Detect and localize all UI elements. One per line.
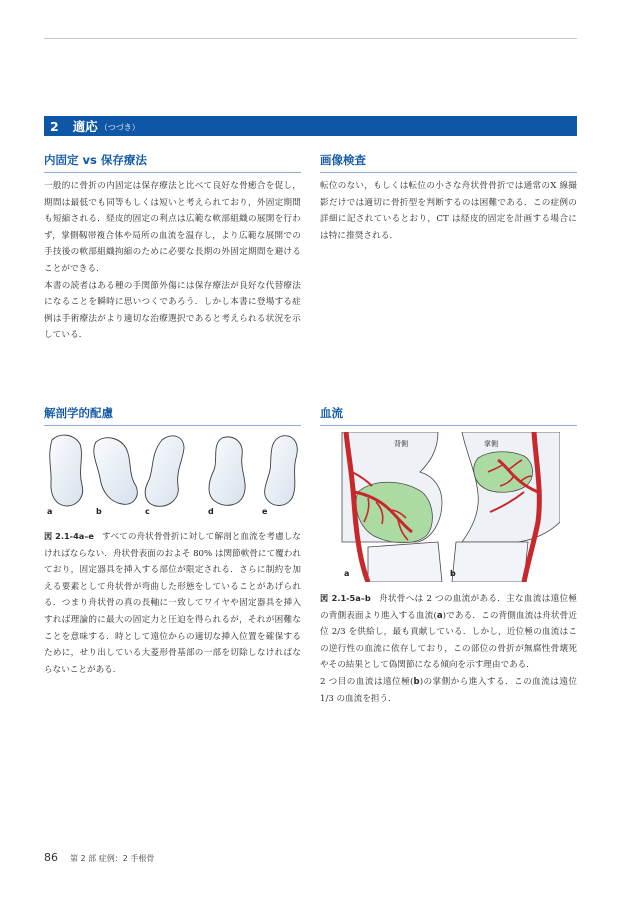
paragraph: 一般的に骨折の内固定は保存療法と比べて良好な骨癒合を促し，期間は最低でも同等もしくは短いと考えられており，外固定期間も短縮される．経皮的固定の利点は広範な軟部組織の展開を行わず，掌側靱帯複合体や局所の血流を温存し，より広範な展開での手技後の軟部組織拘縮のために必要な長期の外固定期間を避けることができる． [44,181,301,274]
heading-anatomy: 解剖学的配慮 [44,405,301,426]
figure-label-b: b [96,507,102,516]
top-rule [44,38,577,39]
footer [44,851,154,864]
scaphoid-anatomy-figure [44,430,301,520]
scaphoid-view-a [50,435,83,506]
section-number: 2 [50,118,59,134]
figure-number: 図 2.1-5a–b [320,593,371,603]
view-label-volar: 掌側 [484,440,498,448]
panel-dorsal [342,432,442,582]
paragraph: 本書の読者はある種の手関節外傷には保存療法が良好な代替療法になることを瞬時に思いつくであろう．しかし本書に登場する症例は手術療法がより適切な治療選択であると考えられる状況を示している． [44,280,301,341]
figure-label-b: b [450,569,456,578]
figure-label-d: d [208,507,214,516]
scaphoid-view-c [145,436,184,506]
caption-body-2 [320,674,577,707]
body-imaging [320,178,577,244]
caption-text-3: 2 つ目の血流は遠位極( [320,676,414,687]
running-footer: 第 2 部 症例：2 手根骨 [70,854,155,863]
blood-supply-figure [338,432,560,582]
caption-text-1: 舟状骨へは 2 つの血流がある．主な血流は遠位極の背側表面より進入する血流( [320,594,577,621]
scaphoid-view-e [265,436,298,506]
view-label-dorsal: 背側 [394,440,408,448]
figure-number: 図 2.1-4a–e [44,531,94,541]
section-bar [44,116,577,136]
heading-imaging: 画像検査 [320,152,577,173]
caption-text-2: )である．この背側血流は舟状骨近位 2/3 を供給し，最も貢献している．しかし，近位極の血流はこの逆行性の血流に依存しており，この部位の骨折が無腐性骨壊死やその結果として偽関節になる傾向を示す理由である． [320,610,577,671]
body-fixation-vs-conservative [44,178,301,344]
paragraph: 転位のない，もしくは転位の小さな舟状骨骨折では通常のX 線撮影だけでは適切に骨折型を判断するのは困難である．この症例の詳細に記されているとおり，CT は経皮的固定を計画する場合には特に推奨される． [320,181,577,241]
section-subtitle: （つづき） [99,123,140,132]
heading-fixation-vs-conservative: 内固定 vs 保存療法 [44,152,301,173]
scaphoid-view-b [94,438,137,505]
figure-label-a: a [47,507,53,516]
figure-label-c: c [145,507,150,516]
section-title: 適応 [72,119,98,134]
heading-blood-supply: 血流 [320,405,577,426]
scaphoid-view-d [209,437,245,505]
page-number: 86 [44,851,58,864]
figure-label-a: a [344,569,350,578]
caption-blood-supply [320,590,577,707]
caption-body [44,528,301,678]
caption-ref-a: a [436,610,443,621]
caption-text: すべての舟状骨骨折に対して解剖と血流を考慮しなければならない．舟状骨表面のおよそ 80% は関節軟骨にて覆われており，固定器具を挿入する部位が限定される．さらに制約を加える要素として舟状骨が弯曲した形態をしていることがあげられる．つまり舟状骨の真の長軸に一致してワイヤや固定器具を挿入すれば理論的に最大の固定力と圧迫を得られるが，それが困難なことを意味する．時として遠位からの適切な挿入位置を確保するために，せり出している大菱形骨基部の一部を切除しなければならないことがある． [44,532,301,675]
caption-ref-b: b [413,676,420,687]
figure-label-e: e [262,507,268,516]
caption-body-1 [320,590,577,674]
panel-volar [452,432,560,582]
caption-anatomy [44,528,301,678]
caption-text-4: )の掌側から進入する．この血流は遠位 1/3 の血流を担う． [320,676,577,704]
